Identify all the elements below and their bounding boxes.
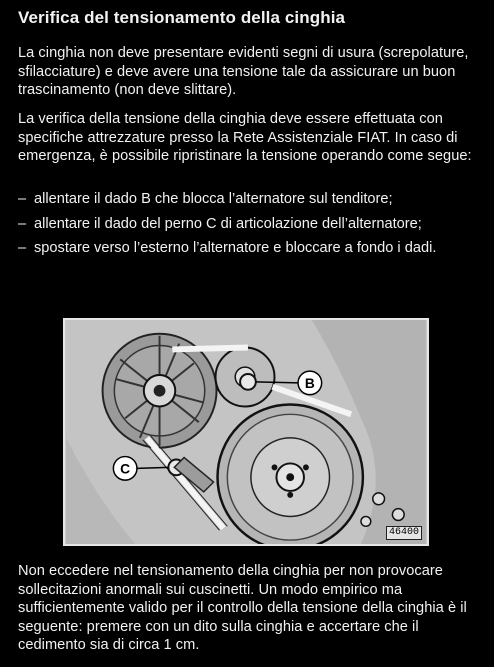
alternator-belt-figure bbox=[63, 318, 429, 546]
list-item-text: allentare il dado del perno C di articolazione dell’alternatore; bbox=[34, 215, 422, 232]
bullet-dash: – bbox=[18, 215, 27, 232]
list-item bbox=[18, 215, 486, 234]
nut-b bbox=[240, 374, 256, 390]
list-item bbox=[18, 190, 486, 209]
crank-pulley bbox=[218, 404, 363, 544]
label-b: B bbox=[304, 375, 315, 391]
list-item bbox=[18, 239, 486, 258]
procedure-list bbox=[18, 190, 486, 264]
paragraph-verification: La verifica della tensione della cinghia deve essere effettuata con specifiche attrezzature presso la Rete Assistenziale FIAT. In caso di emergenza, è possibile ripristinare la tensione operando come segue: bbox=[18, 111, 472, 164]
bullet-dash: – bbox=[18, 240, 27, 256]
page-title: Verifica del tensionamento della cinghia bbox=[18, 8, 346, 27]
list-item-text: allentare il dado B che blocca l’alternatore sul tenditore; bbox=[34, 191, 393, 207]
figure-code: 46400 bbox=[386, 526, 422, 540]
list-item-text: spostare verso l’esterno l’alternatore e bloccare a fondo i dadi. bbox=[34, 240, 437, 256]
alternator-belt-drawing bbox=[65, 320, 427, 544]
bullet-dash: – bbox=[18, 191, 27, 207]
label-c: C bbox=[120, 461, 131, 477]
paragraph-wear: La cinghia non deve presentare evidenti segni di usura (screpolature, sfilacciature) e deve avere una tensione tale da assicurare un buon trascinamento (non deve slittare). bbox=[18, 45, 469, 98]
paragraph-warning: Non eccedere nel tensionamento della cinghia per non provocare sollecitazioni anormali sui cuscinetti. Un modo empirico ma sufficientemente valido per il controllo della tensione della cinghia è il seguente: premere con un dito sulla cinghia e accertare che il cedimento sia di circa 1 cm. bbox=[18, 563, 467, 653]
